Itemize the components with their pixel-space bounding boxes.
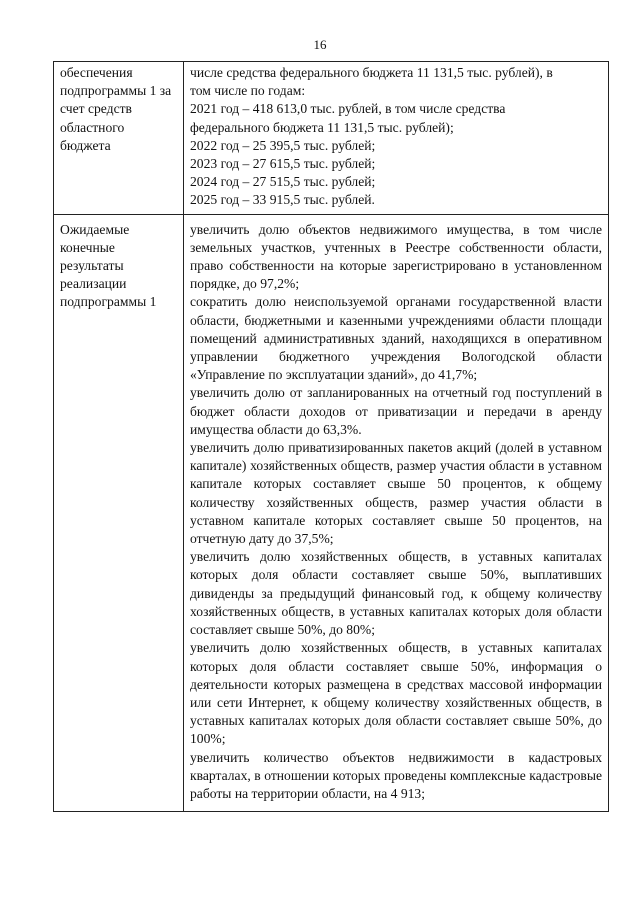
page-number: 16 [313, 37, 327, 52]
subprogram-passport-table [53, 61, 609, 812]
label-line: подпрограммы 1 [60, 294, 157, 310]
result-paragraph: увеличить количество объектов недвижимости в кадастровых кварталах, в отношении которых проведены комплексные кадастровые работы на территории области, на 4 913; [190, 749, 602, 801]
table-row-funding [54, 62, 609, 215]
value-line: 2025 год – 33 915,5 тыс. рублей. [190, 192, 375, 208]
result-paragraph: увеличить долю объектов недвижимого имущества, в том числе земельных участков, учтенных в Реестре собственности области, право собственности на которые зарегистрировано в установленном порядке, до 97,2%; [190, 221, 602, 292]
label-line: подпрограммы 1 за [60, 83, 172, 99]
row-value-expected-results [184, 214, 609, 812]
result-paragraph: увеличить долю приватизированных пакетов акций (долей в уставном капитале) хозяйственных обществ, размер участия области в уставном капитале которых составляет свыше 50 процентов, к общему количеству хозяйственных обществ, размер участия области в уставном капитале которых составляет свыше 50 процентов, на отчетную дату до 37,5%; [190, 440, 602, 547]
result-paragraph: сократить долю неиспользуемой органами государственной власти области, бюджетными и казенными учреждениями области площади помещений административных зданий, находящихся в оперативном управлении бюджетного учреждения Вологодской области «Управление по эксплуатации зданий», до 41,7%; [190, 294, 602, 383]
value-line: 2023 год – 27 615,5 тыс. рублей; [190, 156, 376, 172]
result-paragraph: увеличить долю от запланированных на отчетный год поступлений в бюджет области доходов от приватизации и передачи в аренду имущества области до 63,3%. [190, 385, 602, 437]
value-line: федерального бюджета 11 131,5 тыс. рублей); [190, 119, 454, 135]
label-line: бюджета [60, 137, 111, 153]
label-line: обеспечения [60, 65, 133, 80]
value-line: 2022 год – 25 395,5 тыс. рублей; [190, 137, 376, 153]
label-line: конечные [60, 239, 115, 255]
label-line: Ожидаемые [60, 221, 130, 237]
row-label-expected-results [54, 214, 184, 812]
label-line: счет средств [60, 101, 132, 117]
label-line: областного [60, 119, 125, 135]
value-line: том числе по годам: [190, 83, 306, 99]
value-line: числе средства федерального бюджета 11 131,5 тыс. рублей), в [190, 65, 553, 80]
row-value-funding [184, 62, 609, 215]
value-line: 2024 год – 27 515,5 тыс. рублей; [190, 174, 376, 190]
result-paragraph: увеличить долю хозяйственных обществ, в уставных капиталах которых доля области составляет свыше 50%, выплативших дивиденды за предыдущий финансовый год, к общему количеству хозяйственных обществ, в уставных капиталах которых доля области составляет свыше 50%, до 80%; [190, 549, 602, 638]
label-line: реализации [60, 276, 127, 292]
value-line: 2021 год – 418 613,0 тыс. рублей, в том числе средства [190, 101, 506, 117]
result-paragraph: увеличить долю хозяйственных обществ, в уставных капиталах которых доля области составляет свыше 50%, информация о деятельности которых размещена в средствах массовой информации или сети Интернет, к общему количеству хозяйственных обществ, в уставных капиталах которых доля области составляет свыше 50%, до 100%; [190, 640, 602, 747]
table-row-expected-results [54, 214, 609, 812]
row-label-funding [54, 62, 184, 215]
label-line: результаты [60, 258, 124, 274]
